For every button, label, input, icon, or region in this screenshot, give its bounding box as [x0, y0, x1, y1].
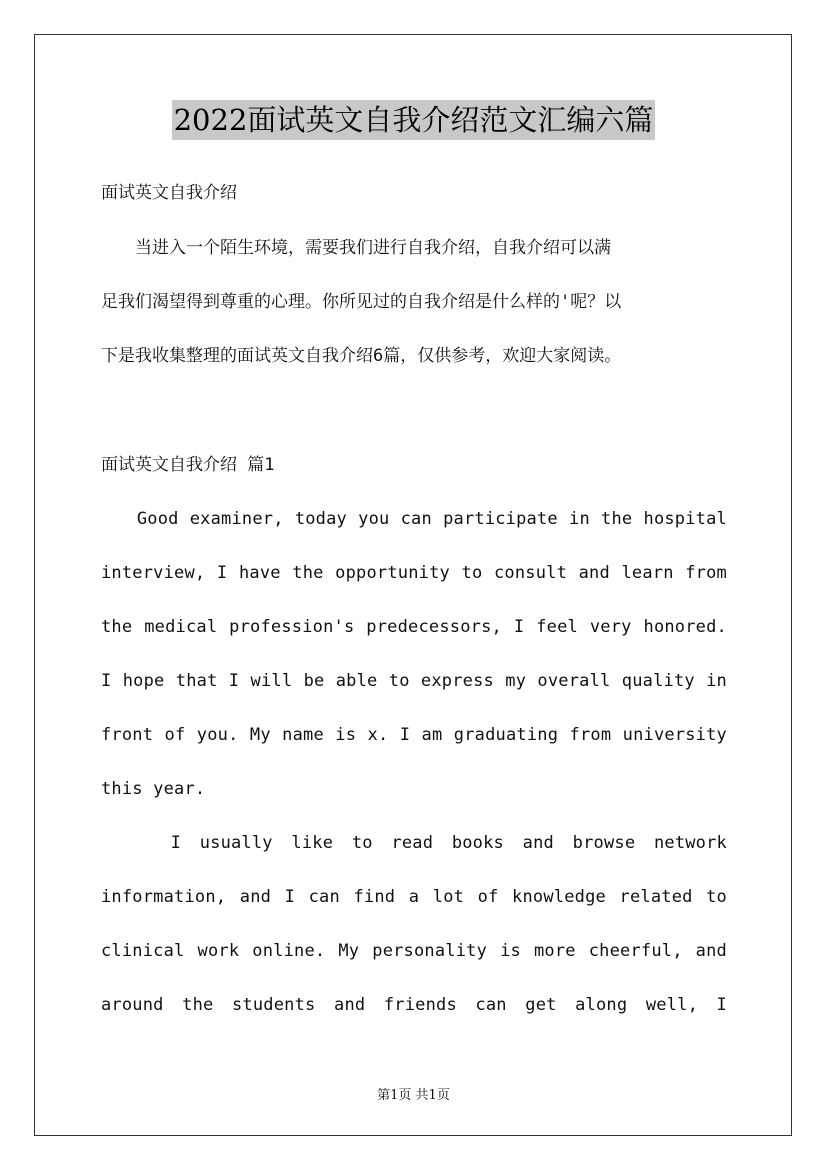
paragraph-line: interview, I have the opportunity to consult and learn from [101, 563, 727, 583]
intro-line: 足我们渴望得到尊重的心理。你所见过的自我介绍是什么样的'呢？以 [101, 292, 622, 312]
intro-heading: 面试英文自我介绍 [101, 183, 237, 203]
paragraph-line: the medical profession's predecessors, I feel very honored. [101, 617, 727, 637]
paragraph-line: information, and I can find a lot of knowledge related to [101, 887, 727, 907]
document-title: 2022面试英文自我介绍范文汇编六篇 [172, 100, 656, 140]
paragraph-line: I hope that I will be able to express my overall quality in [101, 671, 727, 691]
page-footer: 第1页 共1页 [377, 1088, 450, 1103]
intro-paragraph [101, 237, 727, 399]
paragraph-line: front of you. My name is x. I am graduating from university [101, 725, 727, 745]
paragraph-line: I usually like to read books and browse network [101, 833, 727, 853]
paragraph-line: Good examiner, today you can participate in the hospital [101, 509, 727, 529]
intro-line: 下是我收集整理的面试英文自我介绍6篇，仅供参考，欢迎大家阅读。 [101, 346, 622, 366]
paragraph-line: this year. [101, 779, 206, 799]
paragraph-line: around the students and friends can get along well, I [101, 995, 727, 1015]
title-container [0, 100, 827, 140]
section1-paragraph-2 [101, 832, 727, 1048]
section1-paragraph-1 [101, 508, 727, 832]
paragraph-line: clinical work online. My personality is more cheerful, and [101, 941, 727, 961]
section-heading: 面试英文自我介绍 篇1 [101, 455, 275, 475]
intro-line: 当进入一个陌生环境，需要我们进行自我介绍，自我介绍可以满 [101, 238, 611, 258]
